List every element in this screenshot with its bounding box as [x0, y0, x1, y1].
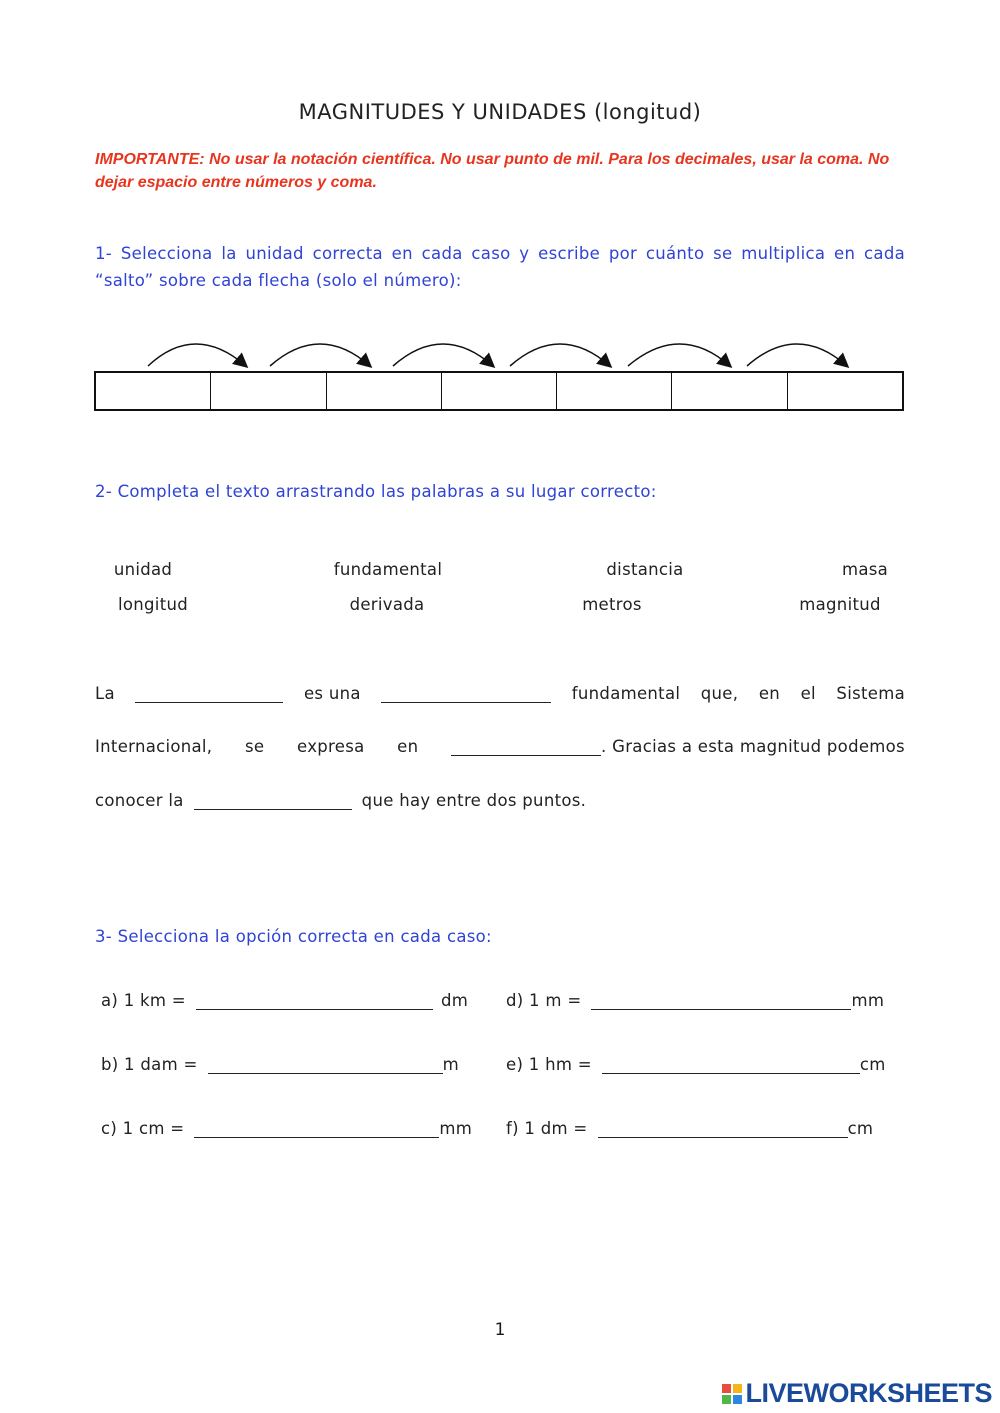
unit-cell[interactable] [327, 373, 442, 409]
unit-cell[interactable] [96, 373, 211, 409]
paragraph-line-3 [95, 791, 905, 810]
question-3-text: 3- Selecciona la opción correcta en cada caso: [95, 927, 492, 946]
text-fragment: conocer la [95, 791, 184, 810]
exercise-e [506, 1055, 886, 1074]
unit-table [94, 371, 904, 411]
answer-blank-a[interactable] [196, 995, 433, 1010]
text-fragment: Internacional, [95, 737, 213, 756]
page-title: MAGNITUDES Y UNIDADES (longitud) [298, 100, 702, 124]
text-fragment: es una [303, 684, 361, 703]
exercise-unit: mm [439, 1119, 473, 1138]
important-notice: IMPORTANTE: No usar la notación científica. No usar punto de mil. Para los decimales, usar la coma. No dejar espacio entre números y coma. [95, 151, 890, 191]
paragraph-line-1 [95, 684, 905, 703]
logo-square [733, 1384, 742, 1393]
unit-cell[interactable] [211, 373, 326, 409]
arrow-6 [747, 344, 847, 366]
arrow-2 [270, 344, 370, 366]
liveworksheets-logo[interactable] [722, 1378, 992, 1409]
unit-cell[interactable] [788, 373, 902, 409]
text-fragment: Sistema [836, 684, 905, 703]
logo-square [722, 1395, 731, 1404]
exercise-label: b) 1 dam = [101, 1055, 198, 1074]
blank-2[interactable] [381, 688, 551, 703]
text-fragment: La [95, 684, 115, 703]
word-fundamental[interactable]: fundamental [333, 560, 443, 579]
text-fragment: que, [700, 684, 739, 703]
exercise-label: d) 1 m = [506, 991, 582, 1010]
exercise-c [101, 1119, 472, 1138]
exercise-unit: m [442, 1055, 460, 1074]
text-fragment: . Gracias a esta magnitud podemos [601, 737, 905, 756]
blank-4[interactable] [194, 795, 352, 810]
page-number: 1 [494, 1320, 506, 1340]
text-fragment: expresa [297, 737, 365, 756]
text-fragment: el [800, 684, 816, 703]
unit-cell[interactable] [442, 373, 557, 409]
exercise-d [506, 991, 884, 1010]
blank-3[interactable] [451, 741, 601, 756]
exercise-unit: dm [440, 991, 469, 1010]
exercise-f [506, 1119, 873, 1138]
exercise-unit: mm [851, 991, 885, 1010]
word-masa[interactable]: masa [841, 560, 889, 579]
exercise-label: a) 1 km = [101, 991, 186, 1010]
exercise-a [101, 991, 468, 1010]
arrow-1 [148, 344, 246, 366]
word-unidad[interactable]: unidad [113, 560, 173, 579]
exercise-b [101, 1055, 459, 1074]
text-fragment: en [397, 737, 419, 756]
word-distancia[interactable]: distancia [606, 560, 684, 579]
logo-text: LIVEWORKSHEETS [745, 1378, 992, 1408]
question-2-text: 2- Completa el texto arrastrando las palabras a su lugar correcto: [95, 482, 657, 501]
arrow-5 [628, 344, 730, 366]
exercise-label: c) 1 cm = [101, 1119, 185, 1138]
answer-blank-c[interactable] [194, 1123, 439, 1138]
unit-cell[interactable] [557, 373, 672, 409]
logo-square [733, 1395, 742, 1404]
exercise-unit: cm [859, 1055, 886, 1074]
answer-blank-b[interactable] [208, 1059, 443, 1074]
answer-blank-e[interactable] [602, 1059, 860, 1074]
blank-1[interactable] [135, 688, 283, 703]
answer-blank-d[interactable] [591, 995, 851, 1010]
text-fragment: fundamental [571, 684, 681, 703]
question-1-text: 1- Selecciona la unidad correcta en cada caso y escribe por cuánto se multiplica en cada “salto” sobre cada flecha (solo el número): [95, 244, 905, 290]
exercise-label: e) 1 hm = [506, 1055, 592, 1074]
logo-square [722, 1384, 731, 1393]
text-fragment: se [245, 737, 265, 756]
text-fragment: en [758, 684, 781, 703]
word-metros[interactable]: metros [582, 595, 642, 614]
exercise-label: f) 1 dm = [506, 1119, 588, 1138]
word-magnitud[interactable]: magnitud [799, 595, 881, 614]
arrow-3 [393, 344, 493, 366]
paragraph-line-2 [95, 737, 905, 756]
answer-blank-f[interactable] [598, 1123, 848, 1138]
blank-group [451, 737, 905, 756]
exercise-unit: cm [847, 1119, 874, 1138]
jump-arrows [0, 330, 1000, 375]
arrow-4 [510, 344, 610, 366]
word-longitud[interactable]: longitud [118, 595, 188, 614]
word-derivada[interactable]: derivada [349, 595, 425, 614]
unit-cell[interactable] [672, 373, 787, 409]
text-fragment: que hay entre dos puntos. [361, 791, 587, 810]
logo-icon [722, 1384, 742, 1404]
